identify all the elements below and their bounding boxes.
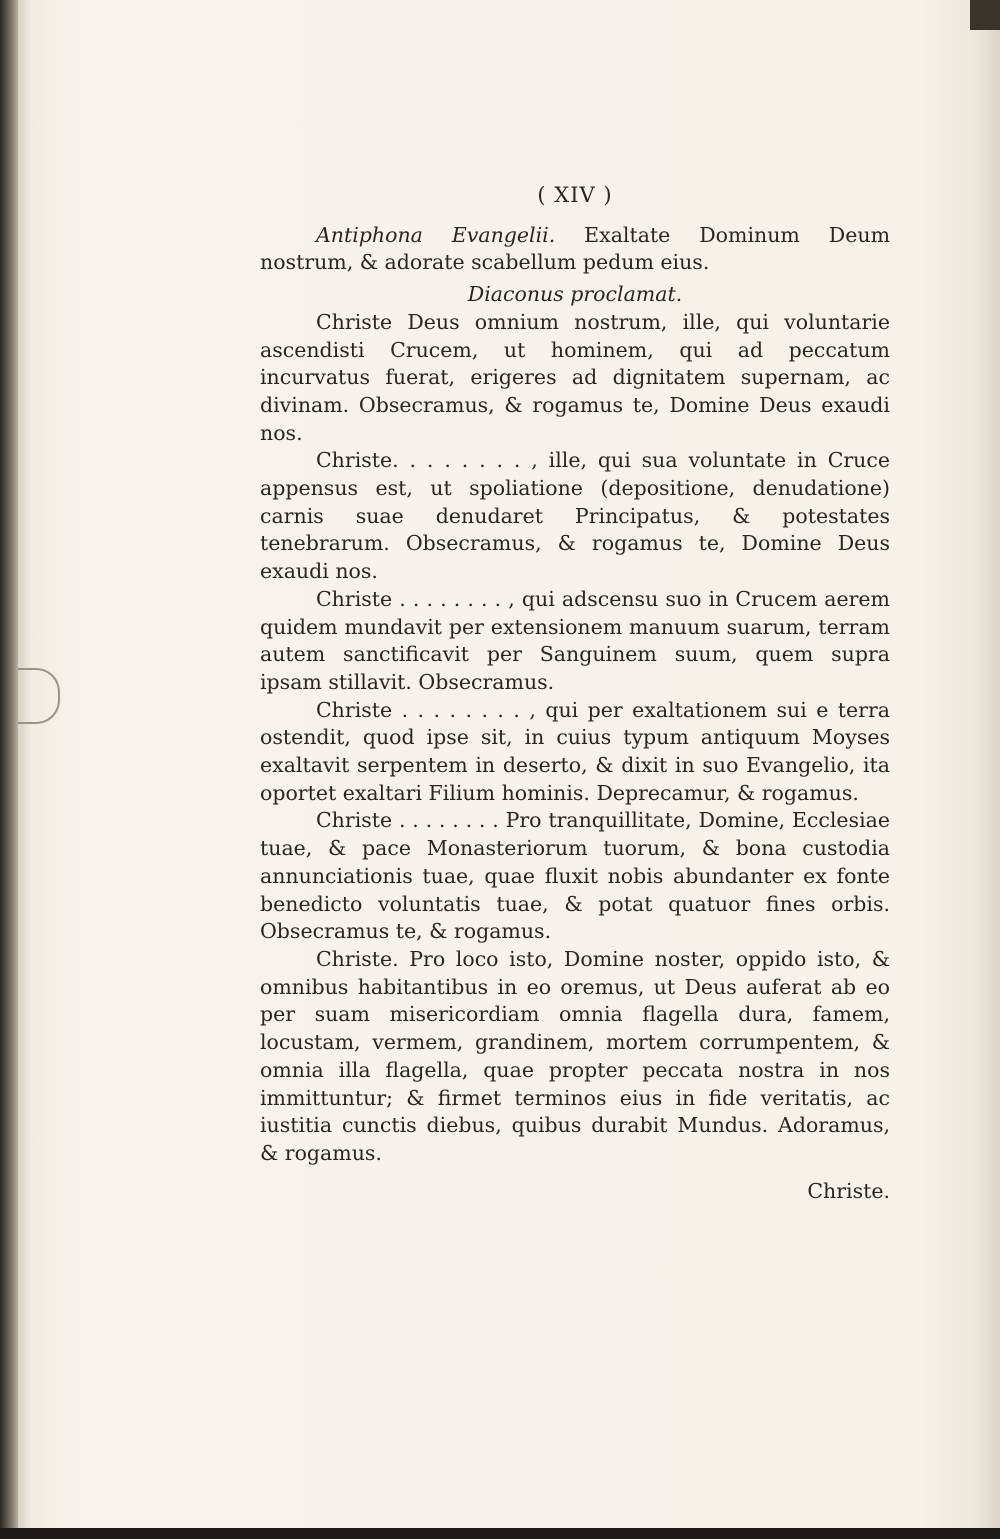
paragraph: Christe Deus omnium nostrum, ille, qui voluntarie ascendisti Crucem, ut hominem, qui ad peccatum incurvatus fuerat, erigeres ad dignitatem supernam, ac divinam. Obsecramus, & rogamus te, Domine Deus exaudi nos. <box>260 309 890 445</box>
page-edge-tab <box>18 668 60 724</box>
rubric: Diaconus proclamat. <box>467 282 683 307</box>
antiphon <box>260 222 890 277</box>
paragraph: Christe . . . . . . . . Pro tranquillitate, Domine, Ecclesiae tuae, & pace Monasteriorum tuorum, & bona custodia annunciationis tuae, quae fluxit nobis abundanter ex fonte benedicto voluntatis tuae, & potat quatuor fines orbis. Obsecramus te, & rogamus. <box>260 808 890 944</box>
page-corner <box>970 0 1000 30</box>
page-bottom-edge <box>0 1528 1000 1539</box>
paragraph: Christe . . . . . . . . , qui adscensu suo in Crucem aerem quidem mundavit per extensionem manuum suarum, terram autem sanctificavit per Sanguinem suum, quem supra ipsam stillavit. Obsecramus. <box>260 586 890 694</box>
page-text <box>260 182 890 1205</box>
paragraph: Christe . . . . . . . . , qui per exaltationem sui e terra ostendit, quod ipse sit, in cuius typum antiquum Moyses exaltavit serpentem in deserto, & dixit in suo Evangelio, ita oportet exaltari Filium hominis. Deprecamur, & rogamus. <box>260 697 890 805</box>
antiphon-label: Antiphona Evangelii. <box>316 222 556 247</box>
paragraph: Christe. . . . . . . . , ille, qui sua voluntate in Cruce appensus est, ut spoliatione (depositione, denudatione) carnis suae denudaret Principatus, & potestates tenebrarum. Obsecramus, & rogamus te, Domine Deus exaudi nos. <box>260 448 890 584</box>
book-page <box>18 0 1000 1528</box>
catchword: Christe. <box>807 1178 890 1203</box>
paragraph: Christe. Pro loco isto, Domine noster, oppido isto, & omnibus habitantibus in eo oremus, ut Deus auferat ab eo per suam misericordiam omnia flagella dura, famem, locustam, vermem, grandinem, mortem corrumpentem, & omnia illa flagella, quae propter peccata nostra in nos immittuntur; & firmet terminos eius in fide veritatis, ac iustitia cunctis diebus, quibus durabit Mundus. Adoramus, & rogamus. <box>260 946 890 1165</box>
book-gutter <box>0 0 18 1539</box>
page-header: ( XIV ) <box>537 183 613 207</box>
antiphon-text: Exaltate Dominum Deum nostrum, & adorate scabellum pedum eius. <box>260 222 891 275</box>
